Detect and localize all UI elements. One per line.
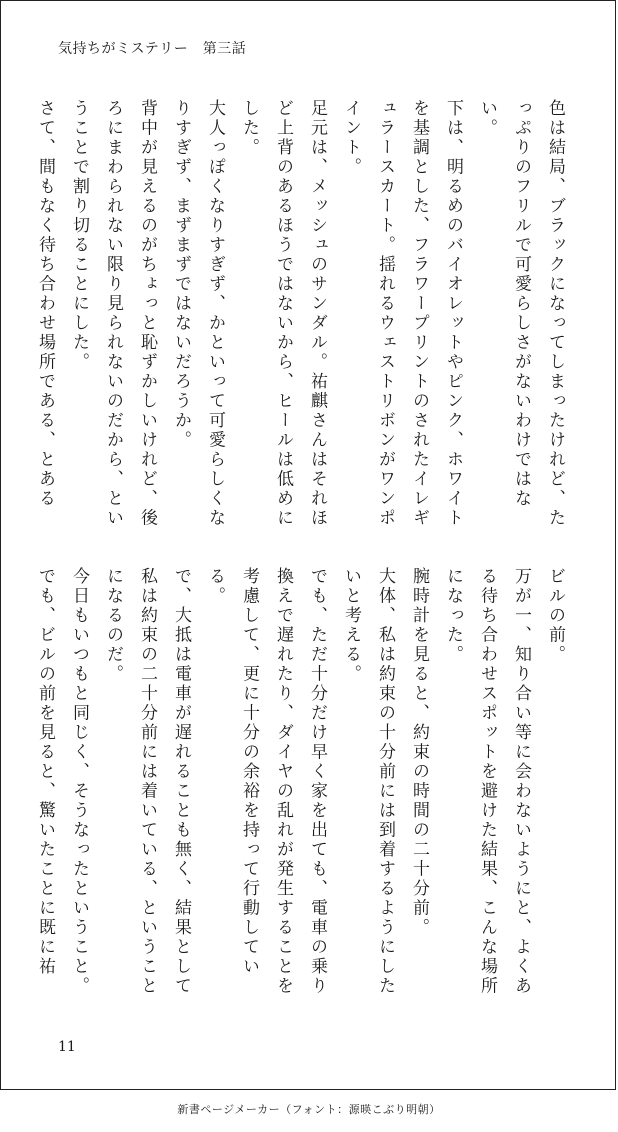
paragraph: でも、ビルの前を見ると、驚いたことに既に祐 (35, 567, 55, 977)
paragraph: さて、間もなく待ち合わせ場所である、とある (35, 99, 55, 509)
paragraph: 大体、私は約束の十分前には到着するようにしたいと考える。 (341, 567, 395, 996)
paragraph: 大人っぽくなりすぎず、かといって可愛らしくなりすぎず、まずまずではないだろうか。 (171, 99, 225, 528)
page-number: 11 (58, 1039, 76, 1055)
paragraph: 万が一、知り合い等に会わないようにと、よくある待ち合わせスポットを避けた結果、こんな場所になった。 (443, 567, 531, 996)
paragraph: でも、ただ十分だけ早く家を出ても、電車の乗り換えで遅れたり、ダイヤの乱れが発生することを考慮して、更に十分の余裕を持って行動している。 (205, 567, 327, 996)
paragraph: 足元は、メッシュのサンダル。祐麒さんはそれほど上背のあるほうではないから、ヒールは低めにした。 (239, 99, 327, 528)
text-block-bottom (35, 567, 572, 997)
footer-credit: 新書ページメーカー（フォント：源暎こぶり明朝） (177, 1103, 441, 1116)
paragraph: 下は、明るめのバイオレットやピンク、ホワイトを基調とした、フラワープリントのされたイレギュラースカート。揺れるウェストリボンがワンポイント。 (341, 99, 463, 528)
paragraph: 腕時計を見ると、約束の時間の二十分前。 (409, 567, 429, 938)
paragraph: ビルの前。 (545, 567, 565, 665)
paragraph: 今日もいつもと同じく、そうなったということ。 (69, 567, 89, 996)
paragraph: 背中が見えるのがちょっと恥ずかしいけれど、後ろにまわられない限り見られないのだから、ということで割り切ることにした。 (69, 99, 157, 528)
paragraph: 色は結局、ブラックになってしまったけれど、たっぷりのフリルで可愛らしさがないわけではない。 (477, 99, 565, 528)
text-block-top (35, 99, 572, 529)
running-header: 気持ちがミステリー 第三話 (58, 41, 247, 57)
paragraph: で、大抵は電車が遅れることも無く、結果として私は約束の二十分前には着いている、ということになるのだ。 (103, 567, 191, 996)
